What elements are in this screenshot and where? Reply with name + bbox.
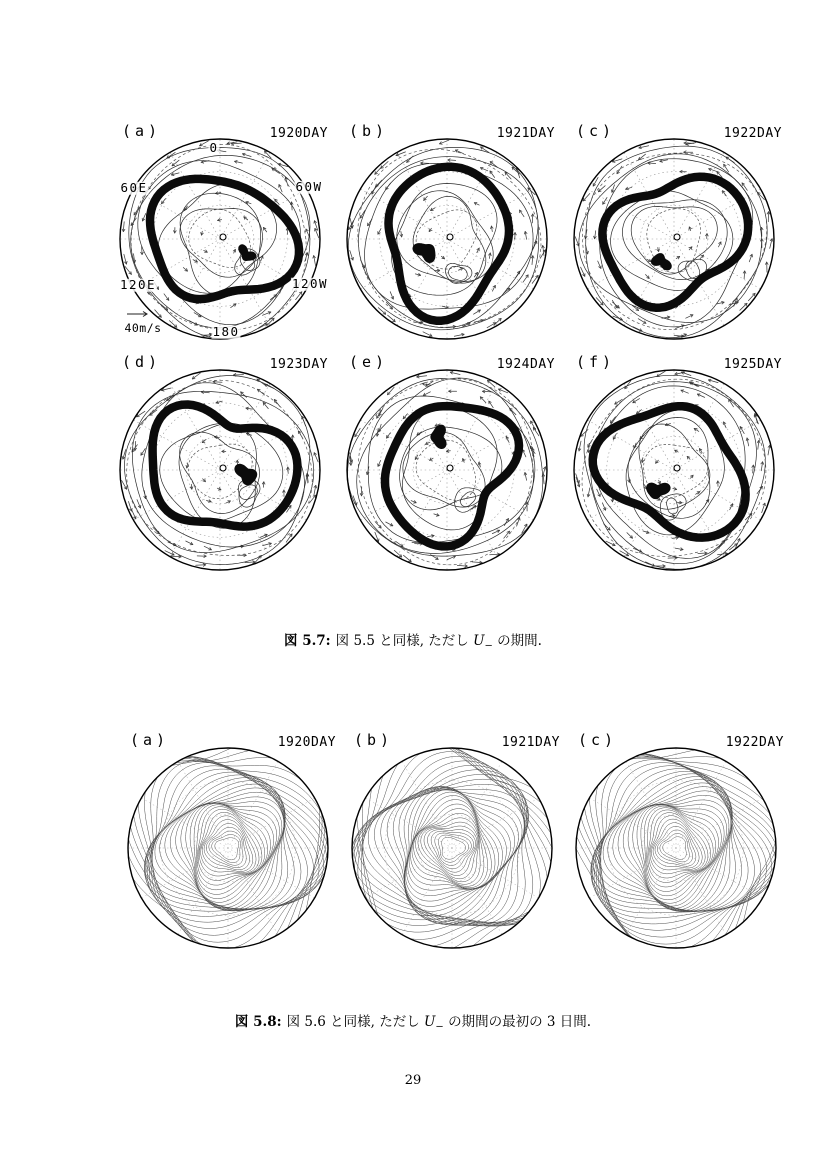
panel-title: 1922DAY [723, 126, 782, 141]
lon-label-0: 0 [209, 139, 219, 155]
panel-label: (a) [122, 122, 162, 140]
panel-title: 1921DAY [496, 126, 555, 141]
panel-label: (d) [122, 353, 162, 371]
caption-text: 図 5.6 と同様, ただし [286, 1014, 425, 1030]
caption-figure-label: 図 5.8: [234, 1014, 282, 1030]
fig57-panel-a [110, 110, 330, 344]
polar-map-tracer-b [347, 743, 557, 953]
polar-map-vortex-b [342, 134, 552, 344]
polar-map-vortex-f [569, 365, 779, 575]
fig57-panel-b [337, 110, 557, 344]
polar-map-vortex-c [569, 134, 779, 344]
fig58-panel-a [118, 719, 338, 953]
panel-label: (e) [349, 353, 389, 371]
panel-label: (c) [576, 122, 616, 140]
caption-text: の期間の最初の 3 日間. [443, 1014, 592, 1030]
wind-scale-label: 40m/s [124, 321, 162, 335]
caption-variable-subscript: − [435, 1021, 444, 1033]
caption-variable: U [424, 1014, 436, 1030]
lon-label-120w: 120W [291, 275, 329, 291]
polar-map-vortex-e [342, 365, 552, 575]
figure-5-8-caption [0, 1010, 826, 1033]
caption-variable: U [473, 633, 485, 649]
fig57-panel-d [110, 341, 330, 575]
caption-text: 図 5.5 と同様, ただし [335, 633, 474, 649]
wind-scale-arrow-icon [126, 310, 150, 318]
panel-title: 1923DAY [269, 357, 328, 372]
lon-label-120e: 120E [119, 276, 157, 292]
page-number: 29 [404, 1073, 422, 1088]
lon-label-180: 180 [212, 323, 240, 339]
polar-map-tracer-c [571, 743, 781, 953]
fig57-panel-e [337, 341, 557, 575]
panel-title: 1924DAY [496, 357, 555, 372]
panel-title: 1921DAY [501, 735, 560, 750]
lon-label-60e: 60E [120, 179, 148, 195]
panel-label: (b) [349, 122, 389, 140]
panel-title: 1920DAY [277, 735, 336, 750]
fig58-panel-b [342, 719, 562, 953]
fig58-panel-c [566, 719, 786, 953]
caption-text: の期間. [492, 633, 542, 649]
fig57-panel-f [564, 341, 784, 575]
panel-label: (a) [130, 731, 170, 749]
lon-label-60w: 60W [295, 178, 323, 194]
panel-label: (c) [578, 731, 618, 749]
polar-map-vortex-d [115, 365, 325, 575]
panel-title: 1925DAY [723, 357, 782, 372]
panel-label: (f) [576, 353, 616, 371]
caption-variable-subscript: − [484, 640, 493, 652]
panel-title: 1920DAY [269, 126, 328, 141]
panel-title: 1922DAY [725, 735, 784, 750]
polar-map-tracer-a [123, 743, 333, 953]
caption-figure-label: 図 5.7: [284, 633, 331, 649]
fig57-panel-c [564, 110, 784, 344]
figure-5-7-caption [0, 629, 826, 652]
panel-label: (b) [354, 731, 394, 749]
